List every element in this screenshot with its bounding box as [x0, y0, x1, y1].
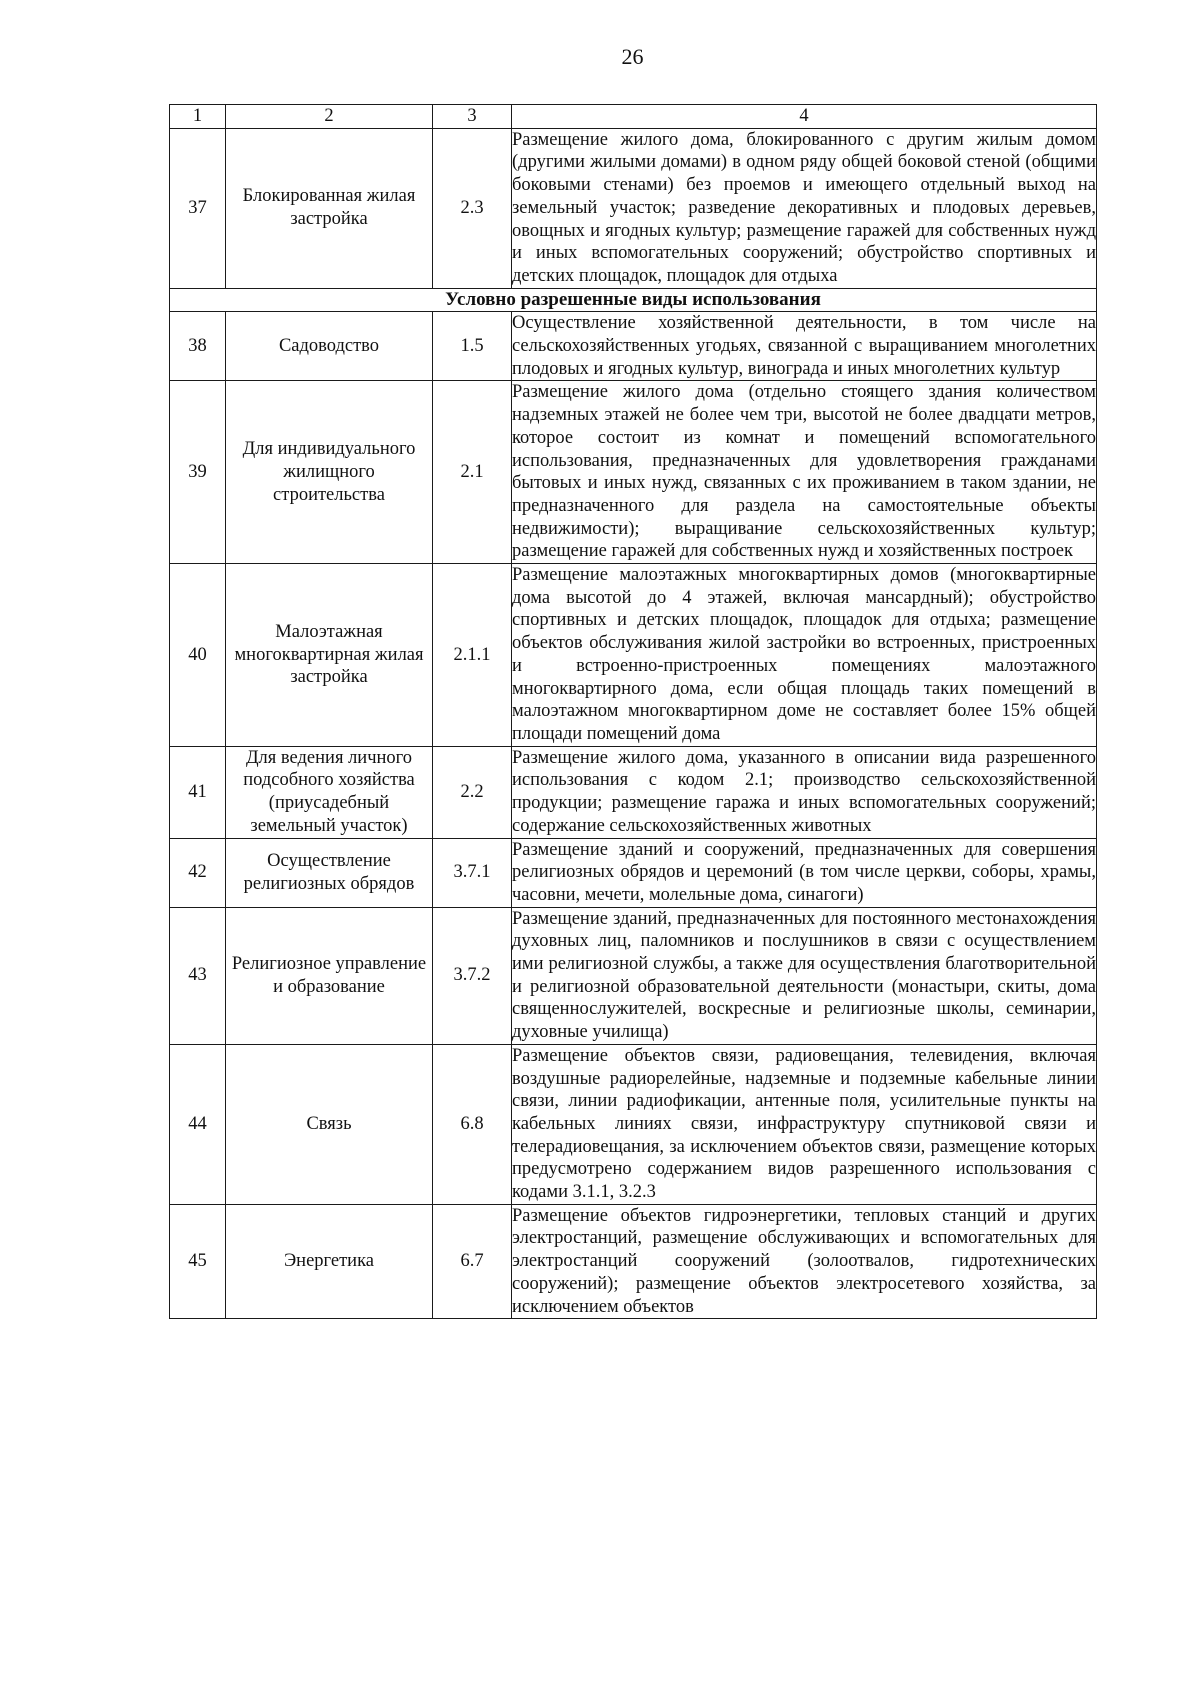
classifier-code: 1.5 — [433, 312, 512, 381]
row-number: 43 — [170, 907, 226, 1044]
classifier-code: 2.3 — [433, 128, 512, 288]
land-use-description: Размещение жилого дома, указанного в описании вида разрешенного использования с кодом 2.1; производство сельскохозяйственной продукции; размещение гаража и иных вспомогательных сооружений; содержание сельскохозяйственных животных — [512, 746, 1097, 838]
row-number: 45 — [170, 1204, 226, 1319]
row-number: 44 — [170, 1044, 226, 1204]
classifier-code: 2.1 — [433, 381, 512, 564]
table-row — [170, 746, 1097, 838]
header-cell-4: 4 — [512, 105, 1097, 129]
land-use-name: Садоводство — [226, 312, 433, 381]
land-use-description: Размещение малоэтажных многоквартирных домов (многоквартирные дома высотой до 4 этажей, включая мансардный); обустройство спортивных и детских площадок, площадок для отдыха; размещение объектов обслуживания жилой застройки во встроенных, пристроенных и встроенно-пристроенных помещениях малоэтажного многоквартирного дома, если общая площадь таких помещений в малоэтажном многоквартирном доме не составляет более 15% общей площади помещений дома — [512, 564, 1097, 747]
classifier-code: 2.2 — [433, 746, 512, 838]
header-cell-3: 3 — [433, 105, 512, 129]
table-row — [170, 1204, 1097, 1319]
land-use-description: Размещение жилого дома, блокированного с другим жилым домом (другими жилыми домами) в одном ряду общей боковой стеной (общими боковыми стенами) без проемов и имеющего отдельный выход на земельный участок; разведение декоративных и плодовых деревьев, овощных и ягодных культур; размещение гаражей для собственных нужд и иных вспомогательных сооружений; обустройство спортивных и детских площадок, площадок для отдыха — [512, 128, 1097, 288]
section-title: Условно разрешенные виды использования — [170, 288, 1097, 312]
land-use-description: Размещение жилого дома (отдельно стоящего здания количеством надземных этажей не более чем три, высотой не более двадцати метров, которое состоит из комнат и помещений вспомогательного использования, предназначенных для удовлетворения гражданами бытовых и иных нужд, связанных с их проживанием в таком здании, не предназначенного для раздела на самостоятельные объекты недвижимости); выращивание сельскохозяйственных культур; размещение гаражей для собственных нужд и хозяйственных построек — [512, 381, 1097, 564]
row-number: 40 — [170, 564, 226, 747]
land-use-name: Для ведения личного подсобного хозяйства (приусадебный земельный участок) — [226, 746, 433, 838]
section-header-row — [170, 288, 1097, 312]
land-use-description: Размещение зданий, предназначенных для постоянного местонахождения духовных лиц, паломников и послушников в связи с осуществлением ими религиозной службы, а также для осуществления благотворительной и религиозной образовательной деятельности (монастыри, скиты, дома священнослужителей, воскресные и религиозные школы, семинарии, духовные училища) — [512, 907, 1097, 1044]
land-use-name: Осуществление религиозных обрядов — [226, 838, 433, 907]
row-number: 39 — [170, 381, 226, 564]
land-use-name: Блокированная жилая застройка — [226, 128, 433, 288]
classifier-code: 6.8 — [433, 1044, 512, 1204]
table-header-row — [170, 105, 1097, 129]
table-row — [170, 1044, 1097, 1204]
row-number: 38 — [170, 312, 226, 381]
classifier-code: 3.7.1 — [433, 838, 512, 907]
header-cell-2: 2 — [226, 105, 433, 129]
header-cell-1: 1 — [170, 105, 226, 129]
table-row — [170, 312, 1097, 381]
land-use-name: Для индивидуального жилищного строительства — [226, 381, 433, 564]
land-use-name: Энергетика — [226, 1204, 433, 1319]
land-use-name: Малоэтажная многоквартирная жилая застройка — [226, 564, 433, 747]
classifier-code: 3.7.2 — [433, 907, 512, 1044]
land-use-description: Размещение зданий и сооружений, предназначенных для совершения религиозных обрядов и церемоний (в том числе церкви, соборы, храмы, часовни, мечети, молельные дома, синагоги) — [512, 838, 1097, 907]
table-row — [170, 564, 1097, 747]
classifier-code: 6.7 — [433, 1204, 512, 1319]
land-use-name: Связь — [226, 1044, 433, 1204]
table-body — [170, 105, 1097, 1319]
land-use-description: Размещение объектов связи, радиовещания, телевидения, включая воздушные радиорелейные, надземные и подземные кабельные линии связи, линии радиофикации, антенные поля, усилительные пункты на кабельных линиях связи, инфраструктуру спутниковой связи и телерадиовещания, за исключением объектов связи, размещение которых предусмотрено содержанием видов разрешенного использования с кодами 3.1.1, 3.2.3 — [512, 1044, 1097, 1204]
land-use-table — [169, 104, 1097, 1319]
table-row — [170, 381, 1097, 564]
row-number: 37 — [170, 128, 226, 288]
land-use-description: Размещение объектов гидроэнергетики, тепловых станций и других электростанций, размещение обслуживающих и вспомогательных для электростанций сооружений (золоотвалов, гидротехнических сооружений); размещение объектов электросетевого хозяйства, за исключением объектов — [512, 1204, 1097, 1319]
table-row — [170, 907, 1097, 1044]
row-number: 42 — [170, 838, 226, 907]
land-use-description: Осуществление хозяйственной деятельности, в том числе на сельскохозяйственных угодьях, связанной с выращиванием многолетних плодовых и ягодных культур, винограда и иных многолетних культур — [512, 312, 1097, 381]
row-number: 41 — [170, 746, 226, 838]
table-row — [170, 128, 1097, 288]
classifier-code: 2.1.1 — [433, 564, 512, 747]
table-row — [170, 838, 1097, 907]
land-use-name: Религиозное управление и образование — [226, 907, 433, 1044]
page-number: 26 — [621, 44, 644, 69]
